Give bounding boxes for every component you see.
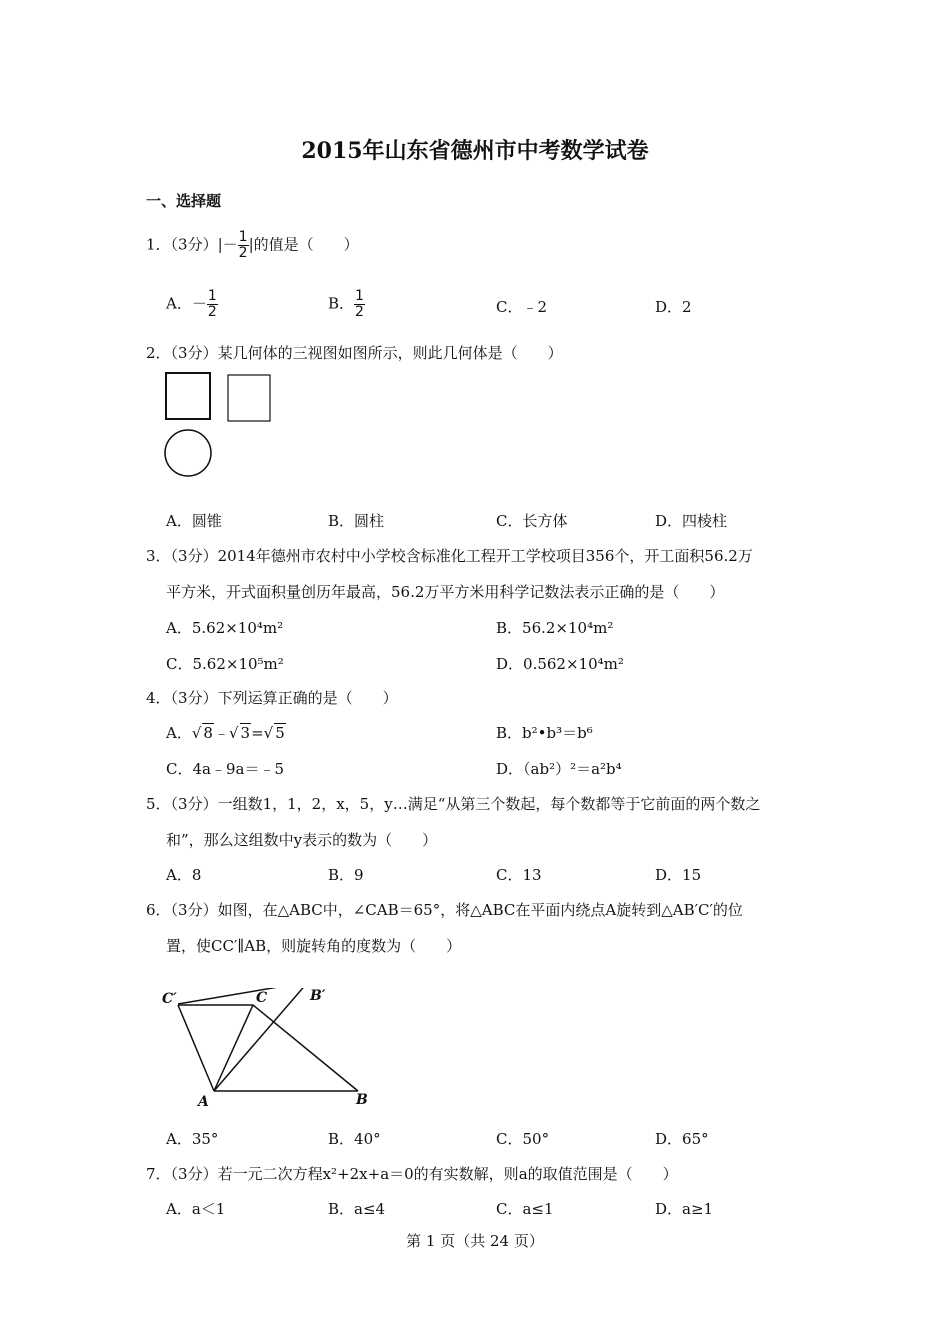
q1-score: （3分） <box>170 235 218 254</box>
front-view-square <box>166 373 210 419</box>
q4-option-b[interactable]: B．b²•b³＝b⁶ <box>496 724 593 742</box>
edge-cp-bp <box>178 988 308 1004</box>
q7-option-a[interactable]: A．a＜1 <box>166 1200 226 1218</box>
question-5-line-2: 和”，那么这组数中y表示的数为（ ） <box>166 831 438 849</box>
q3-option-d[interactable]: D．0.562×10⁴m² <box>496 655 624 673</box>
label-c-prime: C′ <box>162 991 177 1007</box>
question-6-line-2: 置，使CC′∥AB，则旋转角的度数为（ ） <box>166 937 462 955</box>
page-footer: 第 1 页（共 24 页） <box>406 1232 544 1250</box>
question-3-line-2: 平方米，开式面积量创历年最高，56.2万平方米用科学记数法表示正确的是（ ） <box>166 583 725 601</box>
q7-option-d[interactable]: D．a≥1 <box>655 1200 714 1218</box>
q3-option-c[interactable]: C．5.62×10⁵m² <box>166 655 284 673</box>
side-view-square <box>228 375 270 421</box>
top-view-circle <box>165 430 211 476</box>
q6-option-c[interactable]: C．50° <box>496 1130 550 1148</box>
label-a: A <box>198 1094 209 1110</box>
q6-option-b[interactable]: B．40° <box>328 1130 381 1148</box>
label-b: B <box>356 1092 368 1108</box>
q6-option-d[interactable]: D．65° <box>655 1130 709 1148</box>
q2-option-d[interactable]: D．四棱柱 <box>655 512 728 530</box>
question-3-line-1: 3．（3分）2014年德州市农村中小学校含标准化工程开工学校项目356个，开工面积56.2万 <box>146 547 753 565</box>
q4-option-d[interactable]: D．（ab²）²＝a²b⁴ <box>496 760 622 778</box>
section-heading: 一、选择题 <box>146 192 222 210</box>
q4-option-c[interactable]: C．4a﹣9a＝﹣5 <box>166 760 284 778</box>
page-title: 2015年山东省德州市中考数学试卷 <box>301 138 649 164</box>
rotation-figure <box>158 988 388 1110</box>
q5-option-a[interactable]: A．8 <box>166 866 202 884</box>
question-2: 2．（3分）某几何体的三视图如图所示，则此几何体是（ ） <box>146 344 563 362</box>
q1-number: 1． <box>146 235 171 254</box>
edge-a-c <box>214 1005 253 1091</box>
q2-option-b[interactable]: B．圆柱 <box>328 512 385 530</box>
q2-option-c[interactable]: C．长方体 <box>496 512 568 530</box>
q6-option-a[interactable]: A．35° <box>166 1130 219 1148</box>
q5-option-b[interactable]: B．9 <box>328 866 364 884</box>
edge-c-b <box>253 1005 358 1091</box>
question-5-line-1: 5．（3分）一组数1，1，2，x，5，y…满足“从第三个数起，每个数都等于它前面的两个数之 <box>146 795 761 813</box>
q1-fraction: $\frac{1}{2}$ <box>238 229 248 261</box>
q1-option-a[interactable]: A．－ $\frac{1}{2}$ <box>166 288 217 320</box>
label-b-prime: B′ <box>310 988 326 1004</box>
question-6-line-1: 6．（3分）如图，在△ABC中，∠CAB＝65°，将△ABC在平面内绕点A旋转到△AB′C′的位 <box>146 901 743 919</box>
q4-option-a[interactable]: A．√ 8﹣√ 3=√ 5 <box>166 724 285 742</box>
q2-option-a[interactable]: A．圆锥 <box>166 512 222 530</box>
question-4: 4．（3分）下列运算正确的是（ ） <box>146 689 398 707</box>
q1-stem-pre: |－ <box>217 235 238 254</box>
q3-option-a[interactable]: A．5.62×10⁴m² <box>166 619 284 637</box>
question-7: 7．（3分）若一元二次方程x²+2x+a＝0的有实数解，则a的取值范围是（ ） <box>146 1165 678 1183</box>
question-1 <box>146 230 359 261</box>
q7-option-c[interactable]: C．a≤1 <box>496 1200 554 1218</box>
edge-cp-a <box>178 1005 214 1091</box>
q1-option-c[interactable]: C．﹣2 <box>496 298 548 316</box>
three-view-figure <box>160 368 280 480</box>
q5-option-d[interactable]: D．15 <box>655 866 702 884</box>
q1-option-d[interactable]: D．2 <box>655 298 692 316</box>
q3-option-b[interactable]: B．56.2×10⁴m² <box>496 619 614 637</box>
q1-option-b[interactable]: B． $\frac{1}{2}$ <box>328 288 364 320</box>
label-c: C <box>256 990 268 1006</box>
q1-stem-post: |的值是（ ） <box>248 235 359 254</box>
q7-option-b[interactable]: B．a≤4 <box>328 1200 386 1218</box>
q5-option-c[interactable]: C．13 <box>496 866 542 884</box>
